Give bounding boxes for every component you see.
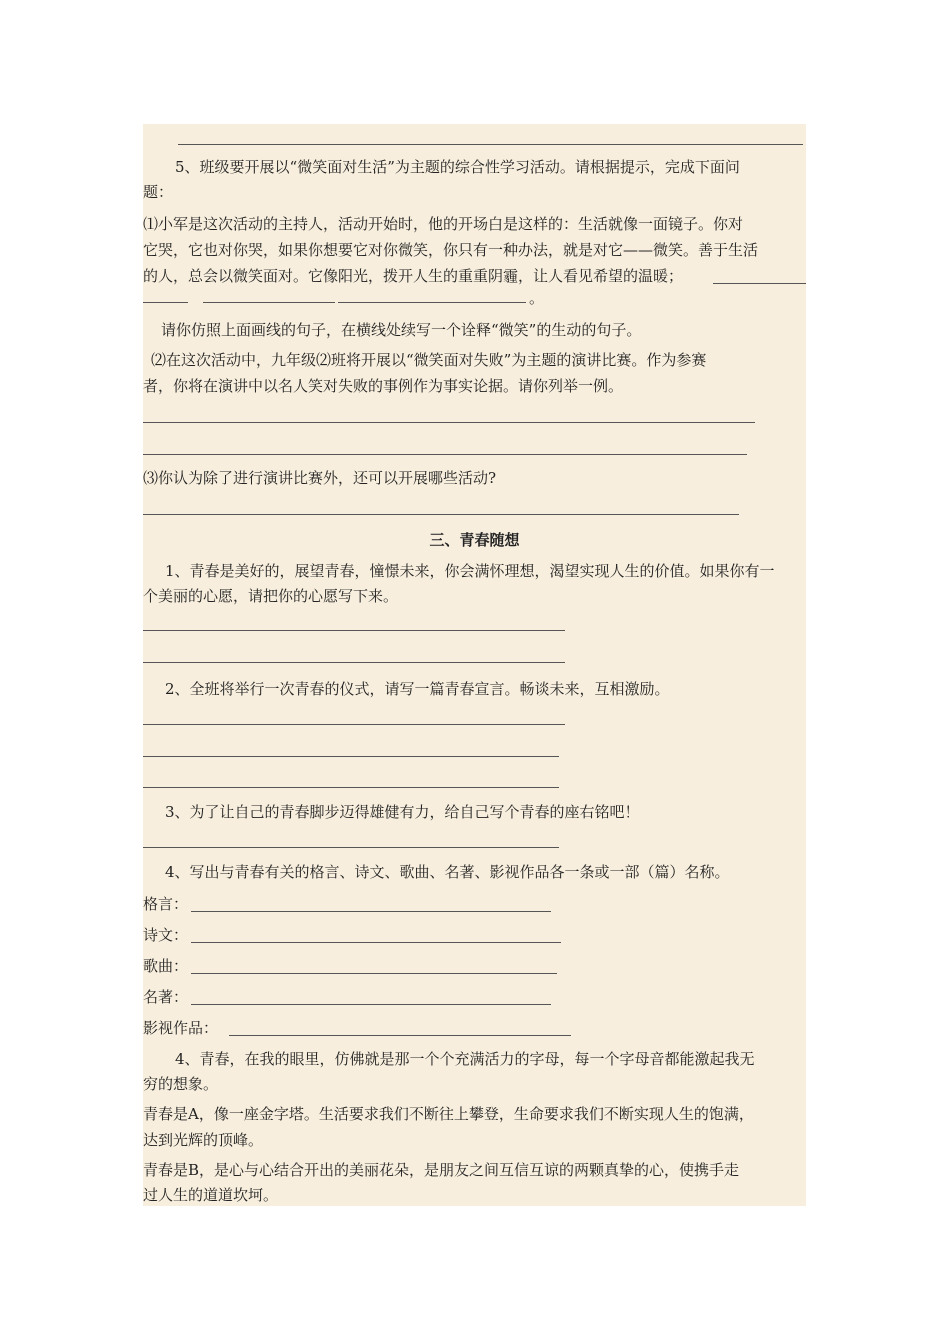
q5-part1-instruction: 请你仿照上面画线的句子，在横线处续写一个诠释“微笑”的生动的句子。: [161, 321, 642, 339]
q5-part1-line2: 它哭，它也对你哭，如果你想要它对你微笑，你只有一种办法，就是对它——微笑。善于生活: [143, 241, 759, 259]
q5-part2-answer-line-1[interactable]: [143, 422, 755, 423]
label-motto: 格言：: [143, 895, 189, 913]
q5-part1-line3: 的人，总会以微笑面对。它像阳光，拨开人生的重重阴霾，让人看见希望的温暖；: [143, 267, 684, 285]
letter-a-line2: 达到光辉的顶峰。: [143, 1131, 264, 1149]
q5-part1-answer-line-b[interactable]: [143, 302, 188, 303]
q5-intro-line2: 题：: [143, 183, 174, 201]
s3-q1-answer-line-1[interactable]: [143, 630, 565, 631]
q5-part2-line1: ⑵在这次活动中，九年级⑵班将开展以“微笑面对失败”为主题的演讲比赛。作为参赛: [151, 351, 707, 369]
q5-part1-answer-line-c[interactable]: [203, 302, 335, 303]
poem-answer-line[interactable]: [191, 942, 561, 943]
song-answer-line[interactable]: [191, 973, 557, 974]
s3-q4b-line1: 4、青春，在我的眼里，仿佛就是那一个个充满活力的字母，每一个字母音都能激起我无: [175, 1050, 755, 1068]
s3-q3-answer-line[interactable]: [143, 847, 559, 848]
worksheet-page: [143, 124, 806, 1206]
q5-part3-answer-line[interactable]: [143, 514, 739, 515]
s3-q2-answer-line-2[interactable]: [143, 756, 559, 757]
label-song: 歌曲：: [143, 957, 189, 975]
letter-a-line1: 青春是A，像一座金字塔。生活要求我们不断往上攀登，生命要求我们不断实现人生的饱满，: [143, 1105, 754, 1123]
motto-answer-line[interactable]: [191, 911, 551, 912]
answer-line-top[interactable]: [178, 144, 803, 145]
s3-q2-answer-line-3[interactable]: [143, 787, 559, 788]
s3-q1-line1: 1、青春是美好的，展望青春，憧憬未来，你会满怀理想，渴望实现人生的价值。如果你有一: [165, 562, 775, 580]
s3-q2-answer-line-1[interactable]: [143, 724, 565, 725]
s3-q1-line2: 个美丽的心愿，请把你的心愿写下来。: [143, 587, 399, 605]
q5-part1-line1: ⑴小军是这次活动的主持人，活动开始时，他的开场白是这样的：生活就像一面镜子。你对: [143, 215, 744, 233]
letter-b-line2: 过人生的道道坎坷。: [143, 1186, 279, 1204]
q5-part2-answer-line-2[interactable]: [143, 454, 747, 455]
q5-part1-answer-line-a[interactable]: [713, 283, 806, 284]
label-classic: 名著：: [143, 988, 189, 1006]
film-answer-line[interactable]: [229, 1035, 571, 1036]
label-film: 影视作品：: [143, 1019, 219, 1037]
q5-part3: ⑶你认为除了进行演讲比赛外，还可以开展哪些活动?: [143, 469, 497, 487]
q5-part2-line2: 者，你将在演讲中以名人笑对失败的事例作为事实论据。请你列举一例。: [143, 377, 624, 395]
q5-part1-end-mark: 。: [529, 289, 545, 307]
label-poem: 诗文：: [143, 926, 189, 944]
s3-q4: 4、写出与青春有关的格言、诗文、歌曲、名著、影视作品各一条或一部（篇）名称。: [165, 863, 730, 881]
q5-part1-answer-line-d[interactable]: [338, 302, 526, 303]
s3-q2: 2、全班将举行一次青春的仪式，请写一篇青春宣言。畅谈未来，互相激励。: [165, 680, 670, 698]
s3-q3: 3、为了让自己的青春脚步迈得雄健有力，给自己写个青春的座右铭吧！: [165, 803, 640, 821]
classic-answer-line[interactable]: [191, 1004, 551, 1005]
section3-title: 三、青春随想: [429, 531, 520, 549]
s3-q1-answer-line-2[interactable]: [143, 662, 565, 663]
s3-q4b-line2: 穷的想象。: [143, 1075, 219, 1093]
letter-b-line1: 青春是B，是心与心结合开出的美丽花朵，是朋友之间互信互谅的两颗真挚的心，使携手走: [143, 1161, 740, 1179]
q5-intro-line1: 5、班级要开展以“微笑面对生活”为主题的综合性学习活动。请根据提示，完成下面问: [175, 158, 740, 176]
